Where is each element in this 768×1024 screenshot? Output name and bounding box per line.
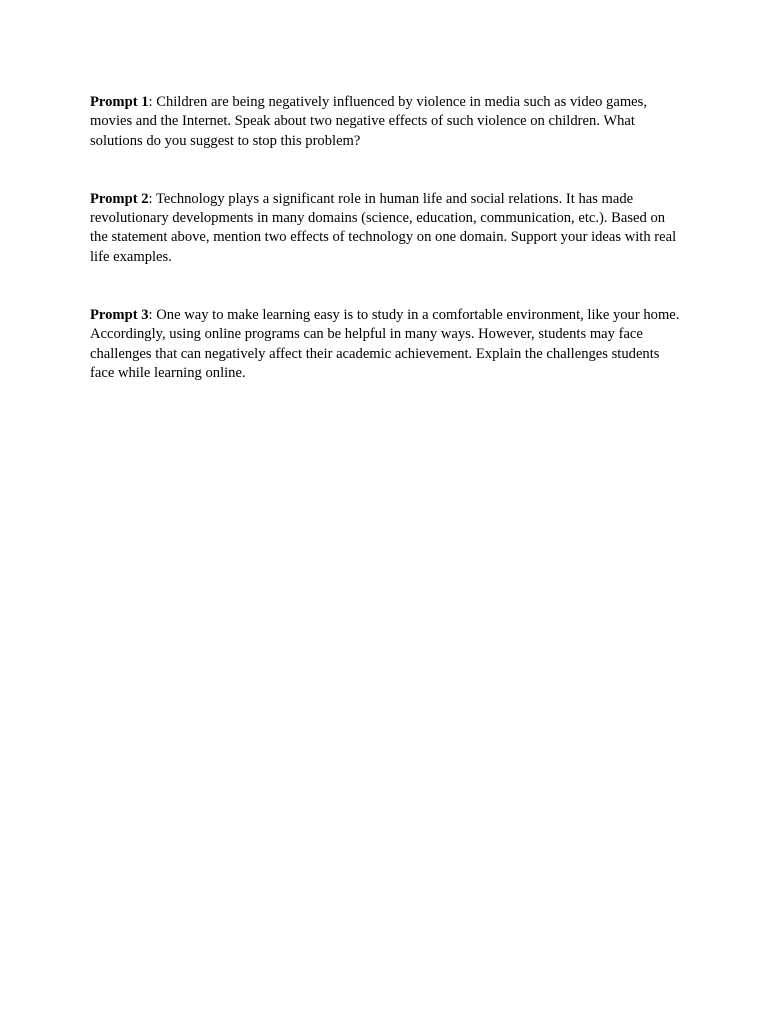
prompt-3-separator: : bbox=[148, 307, 153, 324]
prompt-2-label: Prompt 2 bbox=[90, 190, 149, 207]
prompt-3-label: Prompt 3 bbox=[90, 307, 149, 324]
prompt-1-paragraph bbox=[90, 93, 680, 151]
prompt-2-separator: : bbox=[148, 190, 153, 207]
prompt-1-label: Prompt 1 bbox=[90, 94, 149, 110]
prompt-1-text: Children are being negatively influenced by violence in media such as video games, movies and the Internet. Speak about two negative effects of such violence on children. What solutions do you suggest to stop this problem? bbox=[90, 94, 647, 149]
prompt-3-text: One way to make learning easy is to study in a comfortable environment, like your home. Accordingly, using online programs can be helpful in many ways. However, students may face challenges that can negatively affect their academic achievement. Explain the challenges students face while learning online. bbox=[90, 307, 680, 381]
document-body bbox=[90, 93, 680, 383]
prompt-1-separator: : bbox=[148, 94, 153, 110]
prompt-2-text: Technology plays a significant role in human life and social relations. It has made revolutionary developments in many domains (science, education, communication, etc.). Based on the statement above, mention two effects of technology on one domain. Support your ideas with real life examples. bbox=[90, 190, 677, 265]
prompt-2-paragraph bbox=[90, 190, 680, 267]
prompt-3-paragraph bbox=[90, 306, 680, 383]
